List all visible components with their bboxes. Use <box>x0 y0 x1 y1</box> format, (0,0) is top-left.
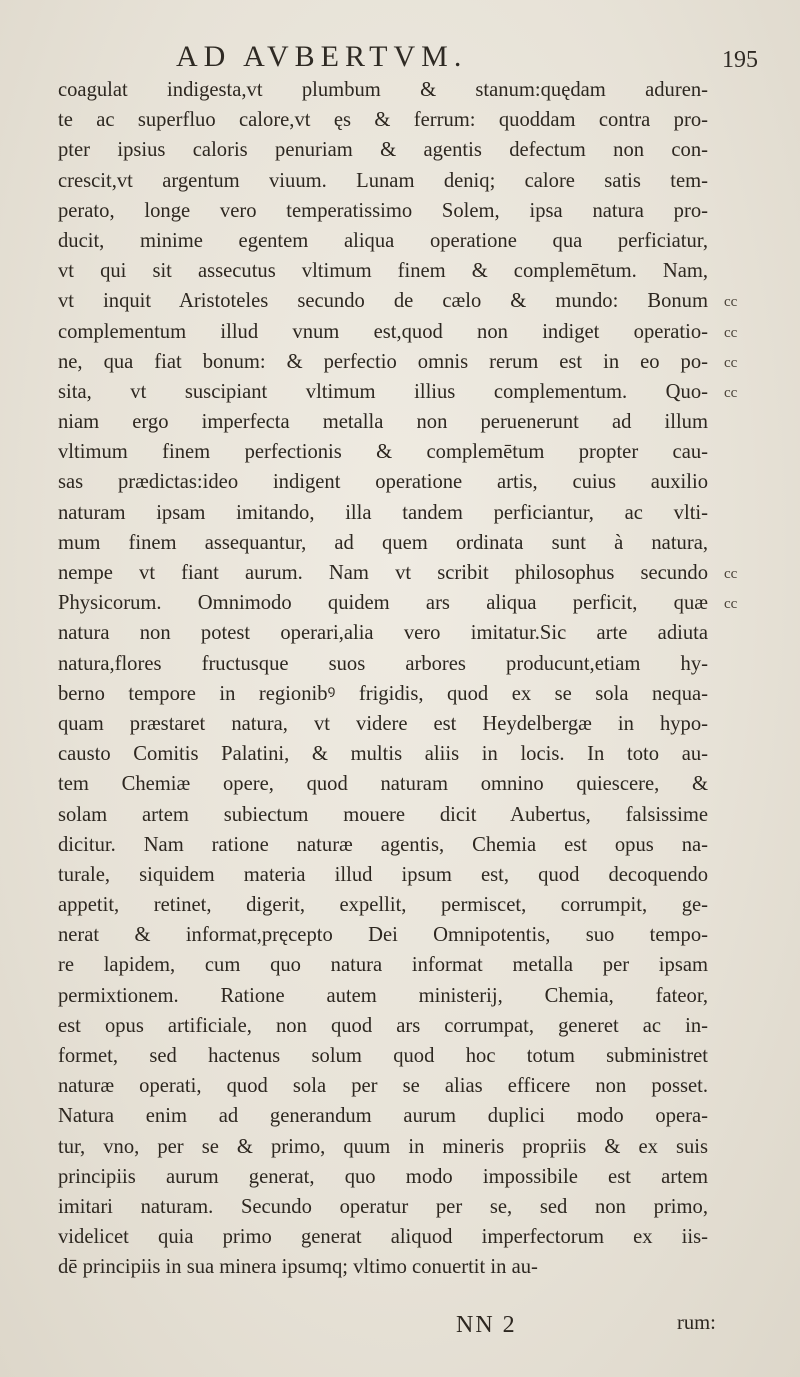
text-line: est opus artificiale, non quod ars corrumpat, generet ac in- <box>58 1014 708 1037</box>
text-line: pter ipsius caloris penuriam & agentis defectum non con- <box>58 139 708 162</box>
text-line: re lapidem, cum quo natura informat metalla per ipsam <box>58 954 708 977</box>
quotation-mark: cc <box>724 354 738 371</box>
text-line: perato, longe vero temperatissimo Solem, ipsa natura pro- <box>58 199 708 222</box>
text-line: permixtionem. Ratione autem ministerij, Chemia, fateor, <box>58 984 708 1007</box>
text-line: videlicet quia primo generat aliquod imperfectorum ex iis- <box>58 1226 708 1249</box>
text-line: te ac superfluo calore,vt ęs & ferrum: quoddam contra pro- <box>58 109 708 132</box>
text-line: tem Chemiæ opere, quod naturam omnino quiescere, & <box>58 773 708 796</box>
text-line: dē principiis in sua minera ipsumq; vltimo conuertit in au- <box>58 1256 538 1279</box>
text-line: niam ergo imperfecta metalla non peruenerunt ad illum <box>58 411 708 434</box>
quotation-mark: cc <box>724 566 738 583</box>
text-line: naturæ operati, quod sola per se alias efficere non posset. <box>58 1075 708 1098</box>
quotation-mark: cc <box>724 294 738 311</box>
text-line: vltimum finem perfectionis & complemētum propter cau- <box>58 441 708 464</box>
text-line: ducit, minime egentem aliqua operatione qua perficiatur, <box>58 229 708 252</box>
text-line: nerat & informat,pręcepto Dei Omnipotentis, suo tempo- <box>58 924 708 947</box>
text-line: naturam ipsam imitando, illa tandem perficiantur, ac vlti- <box>58 501 708 524</box>
body-text <box>58 75 708 1283</box>
text-line: vt qui sit assecutus vltimum finem & complemētum. Nam, <box>58 260 708 283</box>
page-footer <box>0 1308 800 1350</box>
text-line: principiis aurum generat, quo modo impossibile est artem <box>58 1165 708 1188</box>
text-line: nempe vt fiant aurum. Nam vt scribit philosophus secundo <box>58 562 708 584</box>
text-line: imitari naturam. Secundo operatur per se, sed non primo, <box>58 1195 708 1218</box>
text-line: Physicorum. Omnimodo quidem ars aliqua perficit, quæ <box>58 592 708 615</box>
text-line: solam artem subiectum mouere dicit Aubertus, falsissime <box>58 803 708 826</box>
text-line: berno tempore in regionibꝰ frigidis, quod ex se sola nequa- <box>58 682 708 705</box>
text-line: Natura enim ad generandum aurum duplici modo opera- <box>58 1105 708 1128</box>
page-number: 195 <box>722 47 758 73</box>
text-line: tur, vno, per se & primo, quum in mineris propriis & ex suis <box>58 1135 708 1158</box>
text-line: sita, vt suscipiant vltimum illius complementum. Quo- <box>58 380 708 403</box>
page-header <box>0 0 800 72</box>
text-line: crescit,vt argentum viuum. Lunam deniq; calore satis tem- <box>58 169 708 192</box>
quotation-mark: cc <box>724 324 738 341</box>
text-line: natura non potest operari,alia vero imitatur.Sic arte adiuta <box>58 622 708 645</box>
text-line: turale, siquidem materia illud ipsum est, quod decoquendo <box>58 863 708 886</box>
text-line: formet, sed hactenus solum quod hoc totum subministret <box>58 1045 708 1067</box>
text-line: complementum illud vnum est,quod non indiget operatio- <box>58 320 708 343</box>
margin-quotation-marks <box>724 0 768 1377</box>
quotation-mark: cc <box>724 385 738 401</box>
text-line: vt inquit Aristoteles secundo de cælo & mundo: Bonum <box>58 290 708 313</box>
text-line: ne, qua fiat bonum: & perfectio omnis rerum est in eo po- <box>58 350 708 373</box>
text-line: sas prædictas:ideo indigent operatione artis, cuius auxilio <box>58 471 708 494</box>
quotation-mark: cc <box>724 596 738 613</box>
text-line: causto Comitis Palatini, & multis aliis in locis. In toto au- <box>58 743 708 766</box>
text-line: coagulat indigesta,vt plumbum & stanum:quędam aduren- <box>58 79 708 101</box>
text-line: mum finem assequantur, ad quem ordinata sunt à natura, <box>58 531 708 554</box>
text-line: appetit, retinet, digerit, expellit, permiscet, corrumpit, ge- <box>58 894 708 917</box>
text-line: dicitur. Nam ratione naturæ agentis, Chemia est opus na- <box>58 833 708 856</box>
catchword: rum: <box>677 1312 716 1334</box>
running-head: AD AVBERTVM. <box>176 40 468 73</box>
text-line: natura,flores fructusque suos arbores producunt,etiam hy- <box>58 652 708 675</box>
signature-mark: NN 2 <box>456 1312 517 1338</box>
text-line: quam præstaret natura, vt videre est Heydelbergæ in hypo- <box>58 712 708 735</box>
